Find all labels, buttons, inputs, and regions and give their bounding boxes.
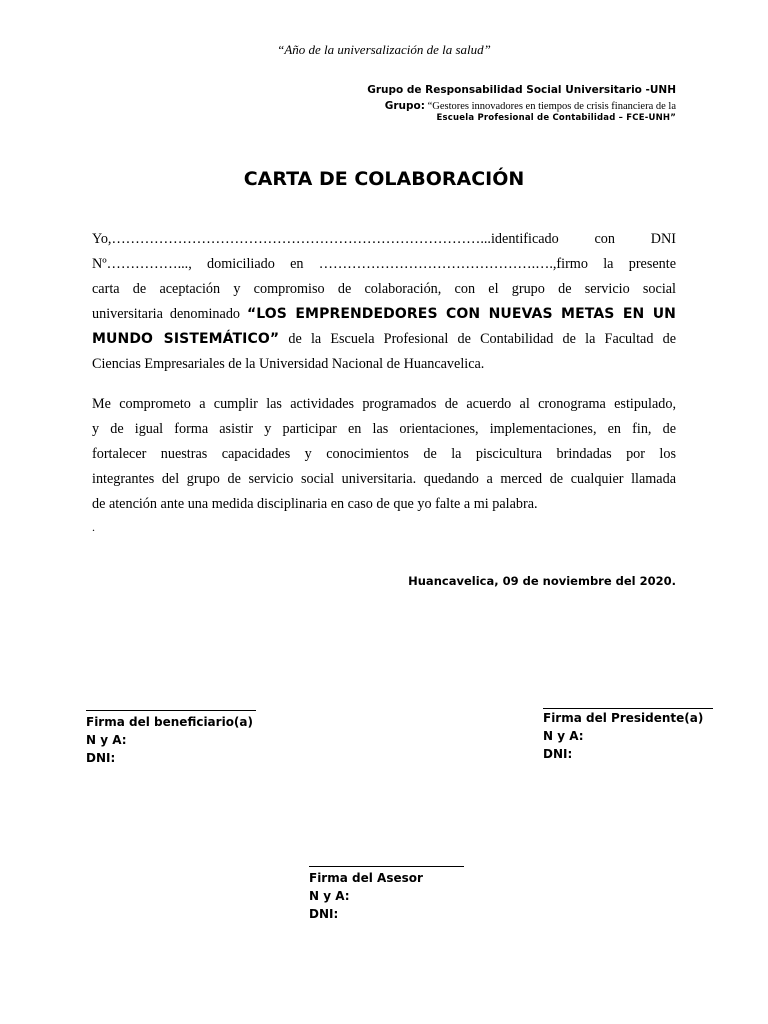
signature-block-advisor — [309, 866, 464, 923]
project-name-part2: MUNDO SISTEMÁTICO” — [92, 331, 280, 347]
group-line — [385, 100, 676, 112]
group-label: Grupo: — [384, 100, 425, 112]
signature-block-beneficiary — [86, 710, 256, 767]
signature-name-field: N y A: — [309, 889, 350, 903]
paragraph-commitment-intro — [92, 227, 676, 377]
school-name: Escuela Profesional de Contabilidad – FCE-UNH” — [436, 113, 676, 123]
paragraph-commitment-terms — [92, 392, 676, 517]
p2-line: de atención ante una medida disciplinaria en caso de que yo falte a mi palabra. — [92, 496, 538, 512]
signature-label: Firma del Presidente(a) — [543, 711, 704, 725]
org-name: Grupo de Responsabilidad Social Universitario -UNH — [367, 84, 676, 96]
group-name: “Gestores innovadores en tiempos de crisis financiera de la — [424, 101, 676, 112]
signature-dni-field: DNI: — [309, 907, 339, 921]
p1-line: carta de aceptación y compromiso de colaboración, con el grupo de servicio social — [92, 281, 676, 297]
p1-line: Yo,……………………………………………………………………...identificado con DNI — [92, 231, 676, 247]
signature-dni-field: DNI: — [86, 751, 116, 765]
project-name-part1: “LOS EMPRENDEDORES CON NUEVAS METAS EN UN — [246, 306, 676, 322]
signature-label: Firma del Asesor — [309, 871, 423, 885]
p1-text: universitaria denominado — [92, 306, 247, 322]
p2-line: y de igual forma asistir y participar en las orientaciones, implementaciones, en fin, de — [92, 421, 676, 437]
signature-name-field: N y A: — [86, 733, 127, 747]
signature-block-president — [543, 708, 713, 763]
header-motto: “Año de la universalización de la salud” — [277, 42, 491, 57]
signature-dni-field: DNI: — [543, 747, 573, 761]
signature-name-field: N y A: — [543, 729, 584, 743]
place-date: Huancavelica, 09 de noviembre del 2020. — [408, 574, 676, 588]
p2-line: Me comprometo a cumplir las actividades programados de acuerdo al cronograma estipulado, — [92, 396, 676, 412]
p1-text: de la Escuela Profesional de Contabilidad de la Facultad de — [279, 331, 676, 347]
stray-dot: . — [92, 520, 95, 534]
p2-line: fortalecer nuestras capacidades y conocimientos de la piscicultura brindadas por los — [92, 446, 676, 462]
signature-line — [86, 710, 256, 711]
signature-line — [309, 866, 464, 867]
p1-line: Nº……………..., domiciliado en ……………………………………….….,firmo la presente — [92, 256, 676, 272]
p1-line — [92, 302, 676, 327]
signature-label: Firma del beneficiario(a) — [86, 715, 253, 729]
p1-line — [92, 327, 676, 352]
p1-line: Ciencias Empresariales de la Universidad Nacional de Huancavelica. — [92, 356, 485, 372]
p2-line: integrantes del grupo de servicio social universitaria. quedando a merced de cualquier llamada — [92, 471, 676, 487]
document-title: CARTA DE COLABORACIÓN — [243, 168, 525, 190]
